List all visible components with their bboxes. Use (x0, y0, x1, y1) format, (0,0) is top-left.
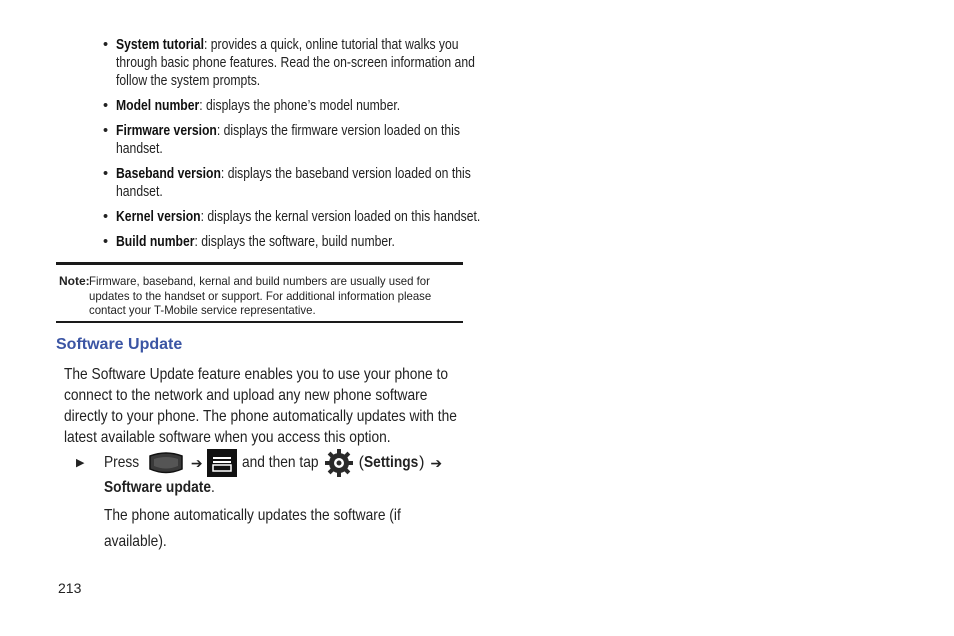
step-line-1: Press ➔ and then tap ( Settings ) ➔ (104, 449, 442, 477)
settings-label: Settings (363, 454, 419, 471)
step-marker-icon: ▶ (76, 457, 85, 469)
bullet-dot: • (103, 209, 109, 225)
bullet-term: Kernel version (116, 209, 201, 225)
bullet-model-number: • Model number: displays the phone’s model number. (103, 98, 401, 114)
home-key-icon (147, 451, 185, 475)
section-title: Software Update (56, 336, 183, 353)
step-line-2: Software update. (104, 479, 215, 496)
bullet-kernel-version: • Kernel version: displays the kernal version loaded on this handset. (103, 209, 481, 225)
bullet-dot: • (103, 37, 109, 53)
bullet-dot: • (103, 234, 109, 250)
note-text: Firmware, baseband, kernal and build numbers are usually used for updates to the handset or support. For additional information please contact your T-Mobile service representative. (89, 274, 432, 317)
bullet-term: Model number (116, 98, 200, 114)
arrow-glyph: ➔ (190, 454, 203, 471)
bullet-firmware-version: • Firmware version: displays the firmware version loaded on this handset. (103, 123, 460, 157)
page-number: 213 (58, 580, 82, 596)
bullet-dot: • (103, 123, 109, 139)
bullet-term: System tutorial (116, 37, 204, 53)
note-box (56, 262, 463, 323)
bullet-term: Baseband version (116, 166, 221, 182)
note-label: Note: (59, 274, 90, 288)
bullet-baseband-version: • Baseband version: displays the baseband version loaded on this handset. (103, 166, 471, 200)
bullet-term: Build number (116, 234, 195, 250)
menu-key-icon (207, 449, 237, 477)
section-paragraph: The Software Update feature enables you to use your phone to connect to the network and upload any new phone software directly to your phone. The phone automatically updates with the latest available software when you access this option. (64, 366, 457, 446)
bullet-system-tutorial: • System tutorial: provides a quick, online tutorial that walks you through basic phone features. Read the on-screen information and follow the system prompts. (103, 37, 475, 89)
bullet-dot: • (103, 98, 109, 114)
bullet-dot: • (103, 166, 109, 182)
arrow-glyph: ➔ (430, 454, 443, 471)
about-phone-bullet-list (103, 36, 550, 258)
bullet-build-number: • Build number: displays the software, build number. (103, 234, 395, 250)
software-update-target: Software update (104, 479, 212, 496)
gear-icon (325, 449, 353, 477)
bullet-term: Firmware version (116, 123, 217, 139)
step-result: The phone automatically updates the software (if available). (104, 507, 401, 550)
